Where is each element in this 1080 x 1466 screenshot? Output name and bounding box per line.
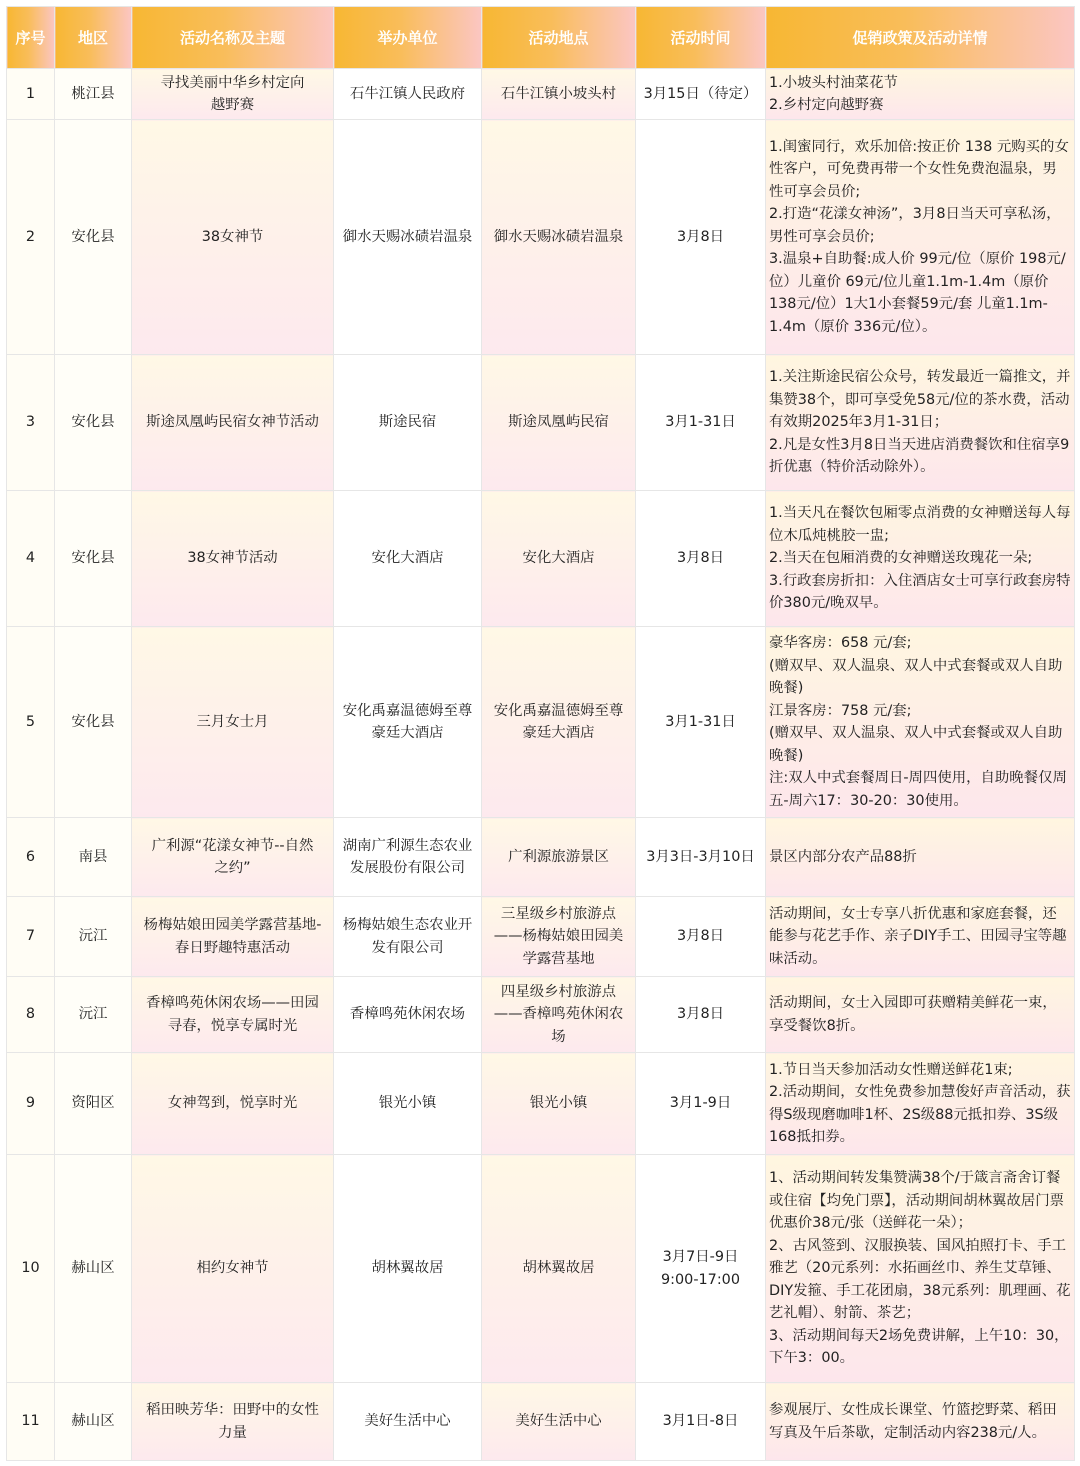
cell-no [7, 1155, 55, 1383]
cell-region [55, 897, 132, 977]
table-row [7, 1053, 1075, 1155]
cell-region [55, 627, 132, 818]
cell-region [55, 977, 132, 1053]
cell-details-text: 参观展厅、女性成长课堂、竹篮挖野菜、稻田写真及午后茶歇，定制活动内容238元/人。 [769, 1402, 1057, 1441]
cell-time-text: 3月8日 [676, 928, 725, 945]
cell-location [482, 627, 636, 818]
cell-details [766, 355, 1075, 491]
events-table-wrapper [6, 6, 1074, 1461]
cell-activity-name [132, 1053, 334, 1155]
cell-details-text: 活动期间，女士入园即可获赠精美鲜花一束，享受餐饮8折。 [769, 995, 1057, 1034]
cell-organizer-text: 斯途民宿 [378, 414, 437, 431]
cell-no-text: 11 [21, 1413, 40, 1430]
cell-details [766, 69, 1075, 120]
cell-activity-name [132, 69, 334, 120]
cell-time-text: 3月3日-3月10日 [646, 848, 755, 865]
cell-details-text: 豪华客房：658 元/套; (赠双早、双人温泉、双人中式套餐或双人自助晚餐) 江景客房：758 元/套; (赠双早、双人温泉、双人中式套餐或双人自助晚餐) 注:双人中式套餐周日-周四使用，自助晚餐仅周五-周六17：30-20：30使用。 [769, 635, 1067, 809]
cell-region-text: 桃江县 [71, 85, 115, 102]
cell-location-text: 银光小镇 [529, 1095, 588, 1112]
cell-no [7, 818, 55, 897]
cell-no-text: 10 [21, 1260, 40, 1277]
cell-details-text: 活动期间，女士专享八折优惠和家庭套餐，还能参与花艺手作、亲子DIY手工、田园寻宝等趣味活动。 [769, 905, 1067, 967]
cell-region [55, 355, 132, 491]
cell-organizer-text: 美好生活中心 [364, 1413, 451, 1430]
table-row [7, 69, 1075, 120]
cell-location [482, 977, 636, 1053]
cell-no-text: 6 [25, 848, 36, 865]
cell-region-text: 安化县 [71, 713, 115, 730]
table-row [7, 120, 1075, 355]
cell-activity-name-text: 稻田映芳华：田野中的女性 力量 [146, 1402, 319, 1441]
cell-activity-name [132, 1383, 334, 1461]
header-location: 活动地点 [482, 7, 636, 69]
cell-details [766, 977, 1075, 1053]
cell-no [7, 627, 55, 818]
cell-time [636, 69, 766, 120]
cell-location-text: 四星级乡村旅游点 ——香樟鸣苑休闲农 场 [493, 983, 624, 1045]
cell-organizer [334, 818, 482, 897]
cell-location [482, 355, 636, 491]
cell-location-text: 御水天赐冰碛岩温泉 [493, 228, 624, 245]
cell-activity-name [132, 355, 334, 491]
cell-region-text: 安化县 [71, 228, 115, 245]
cell-region [55, 491, 132, 627]
cell-details [766, 1155, 1075, 1383]
cell-no-text: 4 [25, 550, 36, 567]
cell-details [766, 491, 1075, 627]
cell-organizer-text: 御水天赐冰碛岩温泉 [342, 228, 473, 245]
cell-details-text: 1.节日当天参加活动女性赠送鲜花1束; 2.活动期间，女性免费参加慧俊好声音活动，获得S级现磨咖啡1杯、2S级88元抵扣券、3S级168抵扣券。 [769, 1061, 1071, 1145]
cell-organizer-text: 安化禹嘉温德姆至尊 豪廷大酒店 [342, 702, 473, 741]
table-row [7, 1383, 1075, 1461]
cell-no-text: 9 [25, 1095, 36, 1112]
cell-activity-name-text: 斯途凤凰屿民宿女神节活动 [146, 414, 319, 431]
cell-activity-name-text: 38女神节活动 [187, 550, 278, 567]
cell-time [636, 1383, 766, 1461]
cell-region-text: 南县 [78, 848, 108, 865]
cell-organizer-text: 杨梅姑娘生态农业开 发有限公司 [342, 917, 473, 956]
cell-location-text: 石牛江镇小坡头村 [500, 85, 617, 102]
cell-details [766, 897, 1075, 977]
table-row [7, 1155, 1075, 1383]
cell-organizer [334, 627, 482, 818]
cell-region [55, 1383, 132, 1461]
cell-activity-name-text: 女神驾到，悦享时光 [167, 1095, 298, 1112]
cell-no-text: 8 [25, 1006, 36, 1023]
cell-organizer [334, 120, 482, 355]
cell-region-text: 资阳区 [71, 1095, 115, 1112]
cell-activity-name-text: 广利源“花漾女神节--自然 之约” [151, 837, 314, 876]
cell-activity-name [132, 1155, 334, 1383]
cell-organizer-text: 香樟鸣苑休闲农场 [349, 1006, 466, 1023]
cell-details-text: 1.闺蜜同行，欢乐加倍:按正价 138 元购买的女性客户，可免费再带一个女性免费泡温泉，男性可享会员价; 2.打造“花漾女神汤”，3月8日当天可享私汤，男性可享会员价; 3.温泉+自助餐:成人价 99元/位（原价 198元/位）儿童价 69元/位儿童1.1m-1.4m（原价 138元/位）1大1小套餐59元/套 儿童1.1m-1.4m（原价 336元/位）。 [769, 138, 1069, 335]
cell-region [55, 1053, 132, 1155]
cell-details [766, 120, 1075, 355]
header-activity-name: 活动名称及主题 [132, 7, 334, 69]
cell-no [7, 1053, 55, 1155]
cell-location [482, 120, 636, 355]
table-row [7, 491, 1075, 627]
cell-region [55, 69, 132, 120]
table-row [7, 897, 1075, 977]
cell-no [7, 977, 55, 1053]
cell-time [636, 355, 766, 491]
cell-activity-name-text: 寻找美丽中华乡村定向 越野赛 [160, 74, 305, 113]
cell-organizer-text: 银光小镇 [378, 1095, 437, 1112]
cell-no-text: 5 [25, 713, 36, 730]
cell-location-text: 斯途凤凰屿民宿 [508, 414, 609, 431]
cell-location [482, 1053, 636, 1155]
cell-region-text: 赫山区 [71, 1260, 115, 1277]
cell-no [7, 1383, 55, 1461]
cell-time [636, 977, 766, 1053]
cell-location-text: 安化大酒店 [522, 550, 595, 567]
cell-details [766, 818, 1075, 897]
cell-location-text: 三星级乡村旅游点 ——杨梅姑娘田园美 学露营基地 [493, 905, 624, 967]
cell-organizer [334, 1383, 482, 1461]
header-no: 序号 [7, 7, 55, 69]
cell-no-text: 3 [25, 414, 36, 431]
cell-no [7, 355, 55, 491]
header-region: 地区 [55, 7, 132, 69]
cell-no [7, 491, 55, 627]
cell-details-text: 1、活动期间转发集赞满38个/于箴言斋舍订餐或住宿【均免门票】，活动期间胡林翼故居门票优惠价38元/张（送鲜花一朵）； 2、古风签到、汉服换装、国风拍照打卡、手工雅艺（20元系列：水拓画丝巾、养生艾草锤、DIY发箍、手工花团扇，38元系列：肌理画、花艺礼帽）、射箭、茶艺； 3、活动期间每天2场免费讲解，上午10：30，下午3：00。 [769, 1170, 1071, 1367]
table-row [7, 627, 1075, 818]
cell-activity-name-text: 38女神节 [201, 228, 264, 245]
cell-region-text: 安化县 [71, 550, 115, 567]
table-header-row [7, 7, 1075, 69]
cell-no-text: 7 [25, 928, 36, 945]
cell-time-text: 3月1-31日 [665, 713, 736, 730]
cell-no [7, 120, 55, 355]
cell-organizer [334, 897, 482, 977]
cell-time [636, 897, 766, 977]
cell-organizer-text: 安化大酒店 [371, 550, 444, 567]
cell-time-text: 3月1日-8日 [662, 1413, 739, 1430]
cell-activity-name [132, 977, 334, 1053]
cell-region-text: 安化县 [71, 414, 115, 431]
cell-time [636, 1053, 766, 1155]
cell-region [55, 120, 132, 355]
events-table [6, 6, 1075, 1461]
cell-time-text: 3月1-31日 [665, 414, 736, 431]
cell-activity-name [132, 818, 334, 897]
cell-time-text: 3月8日 [676, 228, 725, 245]
cell-location [482, 1383, 636, 1461]
cell-activity-name-text: 相约女神节 [196, 1260, 269, 1277]
cell-time [636, 120, 766, 355]
cell-details-text: 景区内部分农产品88折 [769, 848, 917, 865]
cell-time [636, 818, 766, 897]
cell-details-text: 1.当天凡在餐饮包厢零点消费的女神赠送每人每位木瓜炖桃胶一盅; 2.当天在包厢消费的女神赠送玫瑰花一朵; 3.行政套房折扣：入住酒店女士可享行政套房特价380元/晚双早。 [769, 505, 1071, 612]
header-organizer: 举办单位 [334, 7, 482, 69]
cell-activity-name [132, 120, 334, 355]
cell-location [482, 1155, 636, 1383]
cell-no [7, 69, 55, 120]
cell-organizer [334, 1053, 482, 1155]
cell-details [766, 1053, 1075, 1155]
cell-activity-name [132, 491, 334, 627]
cell-time-text: 3月8日 [676, 1006, 725, 1023]
cell-region [55, 1155, 132, 1383]
cell-activity-name-text: 杨梅姑娘田园美学露营基地- 春日野趣特惠活动 [143, 917, 322, 956]
header-time: 活动时间 [636, 7, 766, 69]
cell-details-text: 1.小坡头村油菜花节 2.乡村定向越野赛 [769, 74, 898, 113]
cell-time-text: 3月1-9日 [669, 1095, 732, 1112]
table-row [7, 818, 1075, 897]
cell-no-text: 1 [25, 85, 36, 102]
cell-details [766, 1383, 1075, 1461]
cell-location [482, 69, 636, 120]
table-row [7, 977, 1075, 1053]
cell-location [482, 897, 636, 977]
cell-time [636, 491, 766, 627]
cell-location-text: 广利源旅游景区 [508, 848, 609, 865]
cell-time [636, 1155, 766, 1383]
cell-region [55, 818, 132, 897]
cell-organizer-text: 石牛江镇人民政府 [349, 85, 466, 102]
cell-time-text: 3月7日-9日 9:00-17:00 [661, 1249, 740, 1288]
cell-region-text: 赫山区 [71, 1413, 115, 1430]
cell-activity-name [132, 627, 334, 818]
cell-organizer-text: 胡林翼故居 [371, 1260, 444, 1277]
cell-organizer [334, 69, 482, 120]
cell-no-text: 2 [25, 228, 36, 245]
cell-activity-name-text: 香樟鸣苑休闲农场——田园 寻春，悦享专属时光 [146, 995, 319, 1034]
cell-organizer [334, 1155, 482, 1383]
table-row [7, 355, 1075, 491]
cell-details-text: 1.关注斯途民宿公众号，转发最近一篇推文，并集赞38个，即可享受免58元/位的茶水费，活动有效期2025年3月1-31日； 2.凡是女性3月8日当天进店消费餐饮和住宿享9折优惠（特价活动除外）。 [769, 369, 1071, 476]
cell-time [636, 627, 766, 818]
cell-activity-name [132, 897, 334, 977]
cell-activity-name-text: 三月女士月 [196, 713, 269, 730]
cell-location-text: 美好生活中心 [515, 1413, 602, 1430]
cell-organizer [334, 491, 482, 627]
cell-location-text: 安化禹嘉温德姆至尊 豪廷大酒店 [493, 702, 624, 741]
cell-details [766, 627, 1075, 818]
cell-organizer-text: 湖南广利源生态农业 发展股份有限公司 [342, 837, 473, 876]
cell-organizer [334, 977, 482, 1053]
cell-time-text: 3月15日（待定） [643, 85, 758, 102]
cell-region-text: 沅江 [78, 1006, 108, 1023]
cell-time-text: 3月8日 [676, 550, 725, 567]
cell-organizer [334, 355, 482, 491]
cell-location [482, 491, 636, 627]
cell-region-text: 沅江 [78, 928, 108, 945]
header-details: 促销政策及活动详情 [766, 7, 1075, 69]
cell-no [7, 897, 55, 977]
cell-location [482, 818, 636, 897]
cell-location-text: 胡林翼故居 [522, 1260, 595, 1277]
